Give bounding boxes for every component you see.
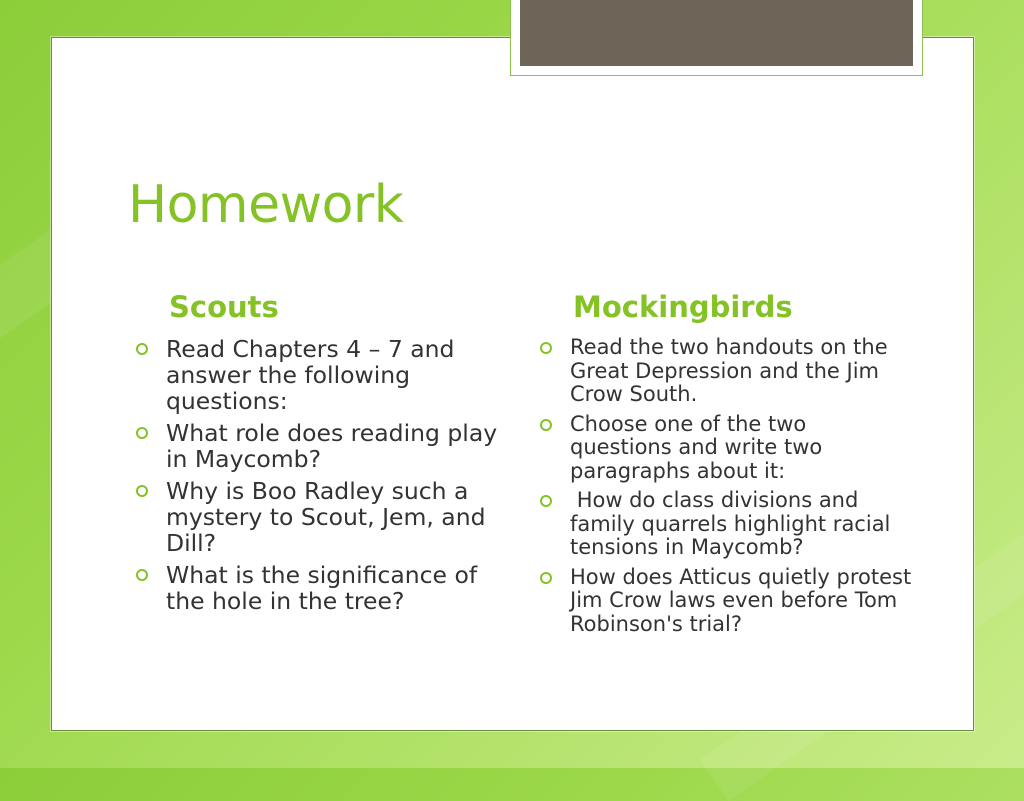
list-item — [534, 566, 914, 637]
list-item-text: How does Atticus quietly protest Jim Crow laws even before Tom Robinson's trial? — [570, 564, 912, 636]
header-tab — [510, 0, 923, 76]
list-item-text: What role does reading play in Maycomb? — [166, 419, 498, 473]
list-item-text: Choose one of the two questions and write two paragraphs about it: — [570, 411, 823, 483]
mockingbirds-heading: Mockingbirds — [573, 290, 793, 324]
list-item — [130, 336, 500, 414]
circle-bullet-icon — [540, 342, 552, 354]
list-item-text: Why is Boo Radley such a mystery to Scout, Jem, and Dill? — [166, 477, 486, 557]
circle-bullet-icon — [540, 419, 552, 431]
circle-bullet-icon — [136, 427, 148, 439]
scouts-heading: Scouts — [169, 290, 279, 324]
list-item-text: Read the two handouts on the Great Depression and the Jim Crow South. — [570, 335, 888, 406]
list-item — [130, 562, 500, 614]
circle-bullet-icon — [136, 343, 148, 355]
list-item-text: Read Chapters 4 – 7 and answer the following questions: — [166, 335, 455, 415]
scouts-list — [130, 336, 500, 620]
mockingbirds-list — [534, 336, 914, 642]
circle-bullet-icon — [540, 572, 552, 584]
header-tab-fill — [520, 0, 913, 66]
list-item — [130, 420, 500, 472]
circle-bullet-icon — [136, 485, 148, 497]
list-item-text: How do class divisions and family quarrels highlight racial tensions in Maycomb? — [570, 488, 898, 559]
list-item-text: What is the significance of the hole in the tree? — [166, 561, 478, 615]
list-item — [534, 336, 914, 407]
circle-bullet-icon — [136, 569, 148, 581]
circle-bullet-icon — [540, 495, 552, 507]
list-item — [130, 478, 500, 556]
slide-title: Homework — [128, 175, 404, 235]
list-item — [534, 489, 914, 560]
list-item — [534, 413, 914, 484]
